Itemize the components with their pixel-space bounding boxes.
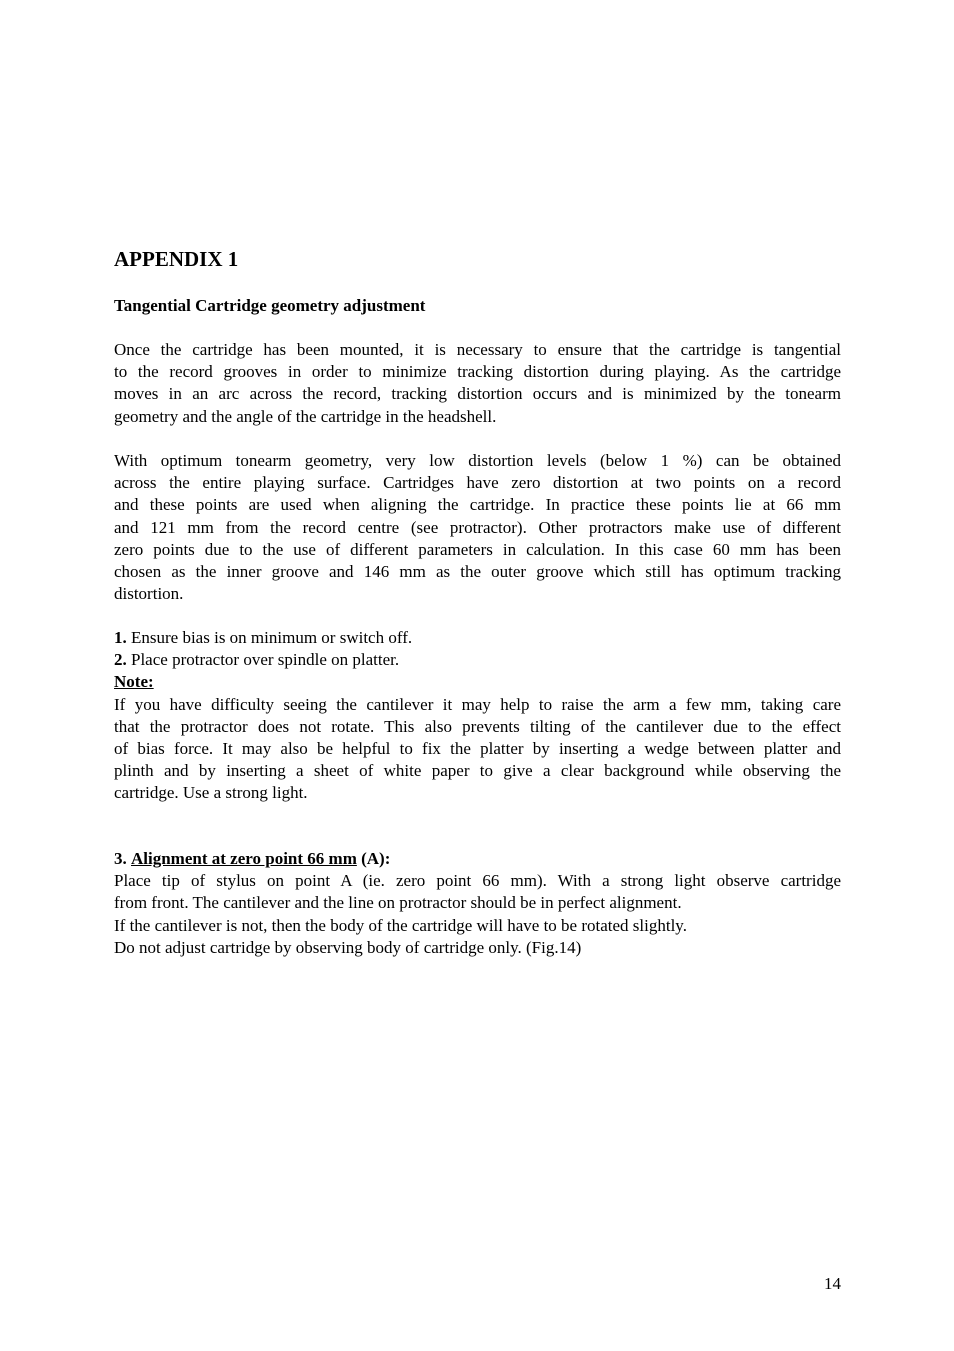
text-line: cartridge. Use a strong light. <box>114 783 308 803</box>
text-line: from front. The cantilever and the line on protractor should be in perfect alignment. <box>114 893 682 913</box>
step-3-body <box>114 870 841 892</box>
step-3-block <box>114 848 841 959</box>
step-3-number: 3. <box>114 849 127 868</box>
step-1-number: 1. <box>114 628 127 647</box>
document-page <box>114 0 841 1351</box>
text-line: of bias force. It may also be helpful to fix the platter by inserting a wedge between platter and <box>114 739 841 759</box>
text-line: geometry and the angle of the cartridge in the headshell. <box>114 406 497 426</box>
text-line: chosen as the inner groove and 146 mm as the outer groove which still has optimum tracking <box>114 562 841 582</box>
step-3-title: Alignment at zero point 66 mm <box>131 849 357 868</box>
step-2 <box>114 649 841 671</box>
text-line: Place tip of stylus on point A (ie. zero point 66 mm). With a strong light observe cartridge <box>114 871 841 891</box>
text-line: across the entire playing surface. Cartridges have zero distortion at two points on a record <box>114 473 841 493</box>
note-label: Note: <box>114 672 154 692</box>
step-3-suffix: (A): <box>356 849 391 868</box>
step-2-number: 2. <box>114 650 127 670</box>
text-line: Once the cartridge has been mounted, it is necessary to ensure that the cartridge is tangential <box>114 340 841 359</box>
text-line: moves in an arc across the record, tracking distortion occurs and is minimized by the tonearm <box>114 384 841 404</box>
text-line: and 121 mm from the record centre (see protractor). Other protractors make use of different <box>114 517 841 537</box>
text-line: If the cantilever is not, then the body of the cartridge will have to be rotated slightly. <box>114 915 687 935</box>
text-line: distortion. <box>114 584 184 604</box>
step-2-text: Place protractor over spindle on platter. <box>126 650 400 670</box>
step-1-text: Ensure bias is on minimum or switch off. <box>126 628 413 647</box>
page-number: 14 <box>824 1274 841 1293</box>
text-line: plinth and by inserting a sheet of white paper to give a clear background while observing the <box>114 761 841 781</box>
text-line: If you have difficulty seeing the cantilever it may help to raise the arm a few mm, taking care <box>114 694 841 714</box>
text-line: to the record grooves in order to minimize tracking distortion during playing. As the cartridge <box>114 362 841 382</box>
text-line: zero points due to the use of different parameters in calculation. In this case 60 mm has been <box>114 539 841 559</box>
geometry-paragraph <box>114 450 841 605</box>
section-subheading: Tangential Cartridge geometry adjustment <box>114 296 426 315</box>
text-line: With optimum tonearm geometry, very low distortion levels (below 1 %) can be obtained <box>114 451 841 470</box>
step-1 <box>114 627 841 649</box>
step-3-heading <box>114 848 841 870</box>
steps-block <box>114 627 841 805</box>
text-line: and these points are used when aligning the cartridge. In practice these points lie at 66 mm <box>114 495 841 515</box>
text-line: Do not adjust cartridge by observing body of cartridge only. (Fig.14) <box>114 937 582 957</box>
text-line: that the protractor does not rotate. This also prevents tilting of the cantilever due to the effect <box>114 716 841 736</box>
appendix-heading: APPENDIX 1 <box>114 247 239 271</box>
intro-paragraph <box>114 339 841 428</box>
note-body <box>114 694 841 805</box>
